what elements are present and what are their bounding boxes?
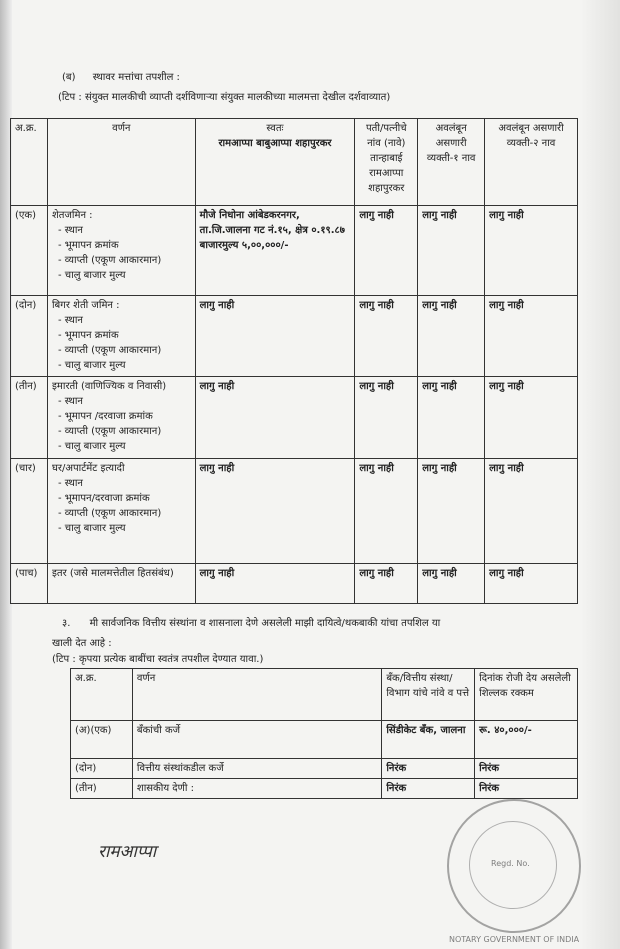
header-dep1: अवलंबून असणारी व्यक्ती-१ नाव <box>418 119 485 206</box>
header-desc: वर्णन <box>47 119 195 206</box>
row-spouse: लागु नाही <box>355 206 418 296</box>
row-sr: (तीन) <box>11 377 48 459</box>
table-row <box>71 759 578 779</box>
section3-note: (टिप : कृपया प्रत्येक बाबींचा स्वतंत्र तपशील देण्यात यावा.) <box>52 654 264 665</box>
desc-item: - भूमापन/दरवाजा क्रमांक <box>57 493 150 504</box>
row-desc <box>47 564 195 604</box>
table-row <box>11 459 578 564</box>
desc-item: - भूमापन /दरवाजा क्रमांक <box>57 411 153 422</box>
header-bank: बँक/वित्तीय संस्था/ विभाग यांचे नांवे व पत्ते <box>382 669 475 721</box>
row-self <box>195 377 355 459</box>
row-bank: निरंक <box>382 779 475 799</box>
row-dep1: लागु नाही <box>418 296 485 377</box>
header-self <box>195 119 355 206</box>
row-dep1: लागु नाही <box>418 206 485 296</box>
desc-item: - भूमापन क्रमांक <box>57 240 119 251</box>
desc-title: इतर (जसे मालमत्तेतील हितसंबंध) <box>51 568 174 579</box>
table-row <box>11 296 578 377</box>
section3-num: ३. <box>62 618 71 629</box>
self-market-value: बाजारमुल्य ५,००,०००/- <box>199 240 289 251</box>
desc-item: - स्थान <box>57 315 83 326</box>
section-b-heading <box>62 70 620 86</box>
table-row <box>11 377 578 459</box>
row-spouse: लागु नाही <box>355 296 418 377</box>
self-name: रामआप्पा बाबुआप्पा शहापुरकर <box>218 138 332 149</box>
row-desc: बँकांची कर्जे <box>132 721 381 759</box>
row-desc <box>47 377 195 459</box>
row-desc: शासकीय देणी : <box>132 779 381 799</box>
row-dep1: लागु नाही <box>418 377 485 459</box>
desc-title: बिगर शेती जमिन : <box>51 300 120 311</box>
row-desc: वित्तीय संस्थांकडील कर्जे <box>132 759 381 779</box>
row-dep1: लागु नाही <box>418 459 485 564</box>
desc-title: शेतजमिन : <box>51 210 93 221</box>
table-row <box>71 779 578 799</box>
stamp-area <box>0 799 620 949</box>
desc-item: - व्याप्ती (एकूण आकारमान) <box>57 426 162 437</box>
desc-item: - चालु बाजार मुल्य <box>57 441 126 452</box>
row-sr: (चार) <box>11 459 48 564</box>
section3-text1: मी सार्वजनिक वित्तीय संस्थांना व शासनाला देणे असलेली माझी दायित्वे/थकबाकी यांचा तपशिल या <box>89 618 441 629</box>
desc-item: - व्याप्ती (एकूण आकारमान) <box>57 345 162 356</box>
row-self <box>195 206 355 296</box>
desc-item: - स्थान <box>57 396 83 407</box>
signature: रामआप्पा <box>98 842 157 862</box>
row-desc <box>47 459 195 564</box>
row-desc <box>47 296 195 377</box>
header-amount: दिनांक रोजी देय असलेली शिल्लक रक्कम <box>475 669 578 721</box>
desc-item: - स्थान <box>57 478 83 489</box>
desc-item: - व्याप्ती (एकूण आकारमान) <box>57 508 162 519</box>
section3-text2: खाली देत आहे : <box>52 638 112 649</box>
self-value: लागु नाही <box>199 300 235 311</box>
desc-title: इमारती (वाणिज्यिक व निवासी) <box>51 381 167 392</box>
row-sr: (पाच) <box>11 564 48 604</box>
row-amount: निरंक <box>475 759 578 779</box>
desc-item: - चालु बाजार मुल्य <box>57 523 126 534</box>
row-sr: (दोन) <box>71 759 133 779</box>
table-header-row <box>11 119 578 206</box>
liabilities-table <box>70 668 578 799</box>
desc-item: - चालु बाजार मुल्य <box>57 360 126 371</box>
notary-stamp <box>447 799 581 944</box>
table-row <box>11 206 578 296</box>
section3-line1 <box>62 616 580 632</box>
row-dep2: लागु नाही <box>485 296 578 377</box>
row-dep2: लागु नाही <box>485 206 578 296</box>
row-dep2: लागु नाही <box>485 377 578 459</box>
row-self <box>195 459 355 564</box>
row-amount: रू. ४०,०००/- <box>475 721 578 759</box>
stamp-text: NOTARY GOVERNMENT OF INDIA <box>449 935 580 944</box>
stamp-reg: Regd. No. <box>491 859 530 868</box>
row-spouse: लागु नाही <box>355 377 418 459</box>
desc-item: - चालु बाजार मुल्य <box>57 270 126 281</box>
row-spouse: लागु नाही <box>355 564 418 604</box>
self-label: स्वतः <box>266 123 284 134</box>
header-sr: अ.क्र. <box>71 669 133 721</box>
row-dep2: लागु नाही <box>485 459 578 564</box>
row-dep1: लागु नाही <box>418 564 485 604</box>
desc-item: - व्याप्ती (एकूण आकारमान) <box>57 255 162 266</box>
self-value: लागु नाही <box>199 463 235 474</box>
section-b-label: (ब) <box>62 72 76 83</box>
table-row <box>11 564 578 604</box>
self-value: लागु नाही <box>199 568 235 579</box>
row-desc <box>47 206 195 296</box>
self-value: लागु नाही <box>199 381 235 392</box>
header-spouse: पती/पत्नीचे नांव (नावे) तान्हाबाई रामआप्पा शहापुरकर <box>355 119 418 206</box>
table-row <box>71 721 578 759</box>
desc-item: - भूमापन क्रमांक <box>57 330 119 341</box>
self-value: मौजे निधोना आंबेडकरनगर, ता.जि.जालना गट नं.१५, क्षेत्र ०.१९.८७ <box>199 210 345 236</box>
table-header-row <box>71 669 578 721</box>
header-sr: अ.क्र. <box>11 119 48 206</box>
row-sr: (एक) <box>11 206 48 296</box>
row-self <box>195 564 355 604</box>
row-sr: (दोन) <box>11 296 48 377</box>
header-desc: वर्णन <box>132 669 381 721</box>
row-bank: निरंक <box>382 759 475 779</box>
desc-item: - स्थान <box>57 225 83 236</box>
immovable-assets-table <box>10 118 578 604</box>
row-amount: निरंक <box>475 779 578 799</box>
row-spouse: लागु नाही <box>355 459 418 564</box>
row-dep2: लागु नाही <box>485 564 578 604</box>
header-dep2: अवलंबून असणारी व्यक्ती-२ नाव <box>485 119 578 206</box>
row-sr: (अ)(एक) <box>71 721 133 759</box>
row-self <box>195 296 355 377</box>
row-sr: (तीन) <box>71 779 133 799</box>
section-b-title: स्थावर मत्तांचा तपशील : <box>92 72 180 83</box>
section-b-note: (टिप : संयुक्त मालकीची व्याप्ती दर्शविणाऱ्या संयुक्त मालकीच्या मालमत्ता देखील दर्शवाव्यात) <box>58 92 391 103</box>
row-bank: सिंडीकेट बँक, जालना <box>382 721 475 759</box>
desc-title: घर/अपार्टमेंट इत्यादी <box>51 463 125 474</box>
